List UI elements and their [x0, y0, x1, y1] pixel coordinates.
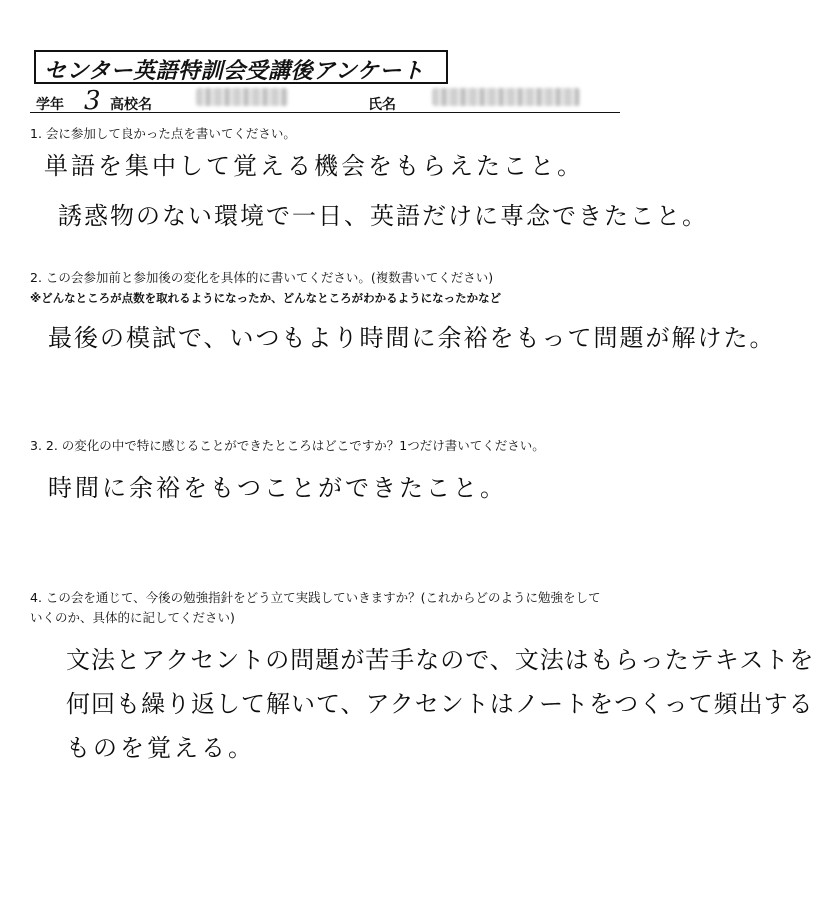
- answer-3-line-1: 時間に余裕をもつことができたこと。: [48, 474, 507, 502]
- question-4-continued: いくのか、具体的に記してください): [30, 610, 235, 625]
- survey-title: センター英語特訓会受講後アンケート: [44, 59, 425, 84]
- grade-label: 学年: [36, 97, 64, 113]
- school-name-redacted: [196, 88, 288, 106]
- header-underline: [30, 112, 620, 113]
- answer-2-line-1: 最後の模試で、いつもより時間に余裕をもって問題が解けた。: [48, 324, 776, 352]
- answer-4-line-3: ものを覚える。: [66, 734, 255, 762]
- answer-1-line-1: 単語を集中して覚える機会をもらえたこと。: [44, 152, 584, 180]
- question-2: 2. この会参加前と参加後の変化を具体的に書いてください。(複数書いてください): [30, 270, 494, 285]
- name-label: 氏名: [368, 97, 396, 113]
- question-4: 4. この会を通じて、今後の勉強指針をどう立て実践していきますか？(これからどのように勉強をして: [30, 590, 601, 605]
- school-label: 高校名: [110, 97, 152, 113]
- answer-4-line-1: 文法とアクセントの問題が苦手なので、文法はもらったテキストを: [66, 646, 814, 674]
- survey-title-box: [34, 50, 448, 84]
- question-1: 1. 会に参加して良かった点を書いてください。: [30, 126, 296, 141]
- answer-1-line-2: 誘惑物のない環境で一日、英語だけに専念できたこと。: [58, 202, 708, 230]
- grade-value: 3: [84, 86, 101, 116]
- question-3: 3. 2. の変化の中で特に感じることができたところはどこですか？1つだけ書いてください。: [30, 438, 545, 453]
- question-2-note: ※どんなところが点数を取れるようになったか、どんなところがわかるようになったかなど: [30, 291, 502, 305]
- student-name-redacted: [432, 88, 580, 106]
- answer-4-line-2: 何回も繰り返して解いて、アクセントはノートをつくって頻出する: [66, 690, 814, 718]
